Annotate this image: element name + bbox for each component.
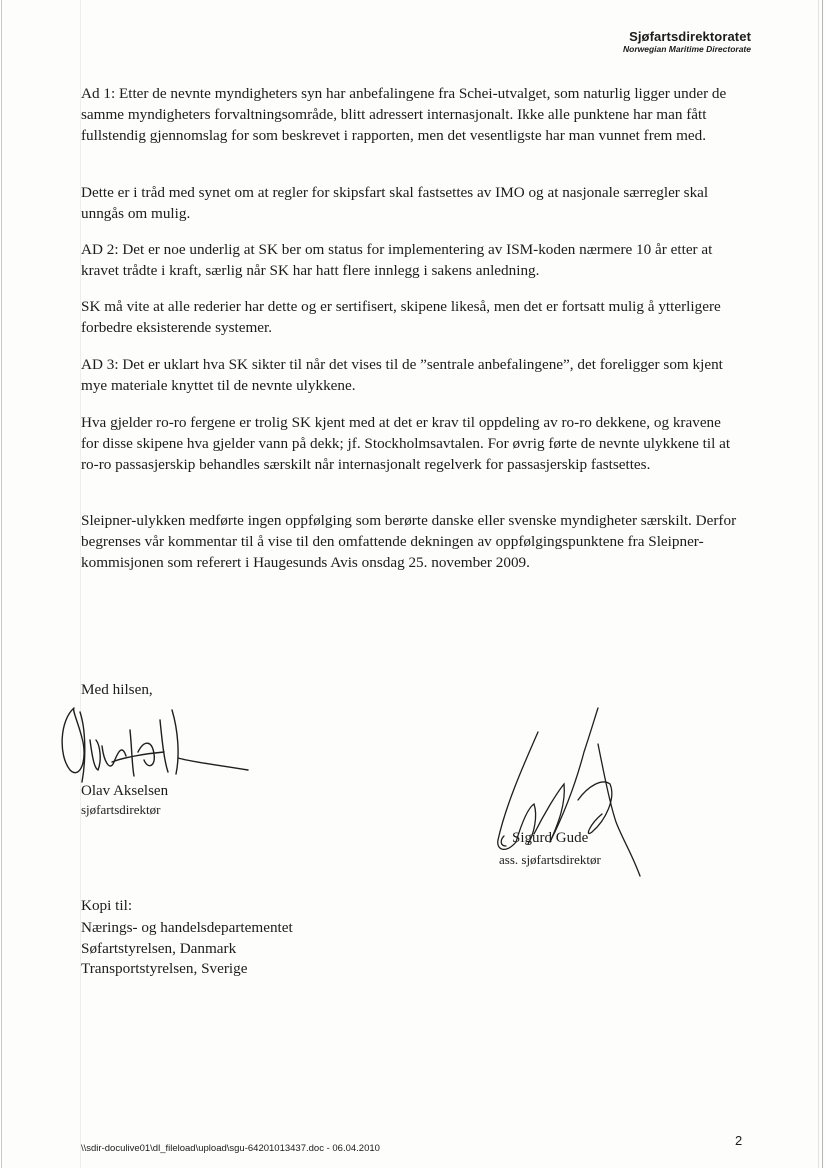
letterhead-org: Sjøfartsdirektoratet: [629, 29, 751, 44]
copy-heading: Kopi til:: [81, 897, 133, 914]
letterhead-subtitle: Norwegian Maritime Directorate: [622, 44, 751, 54]
scan-margin-line: [80, 0, 81, 1168]
scan-edge-left: [1, 0, 2, 1168]
closing-greeting: Med hilsen,: [81, 681, 153, 698]
copy-recipient-list: [81, 918, 293, 980]
copy-recipient: Transportstyrelsen, Sverige: [81, 960, 248, 977]
signer2-name: Sigurd Gude: [512, 830, 589, 846]
footer-file-path: \\sdir-doculive01\dl_fileload\upload\sgu-64201013437.doc - 06.04.2010: [81, 1143, 380, 1154]
paragraph-ad1: Ad 1: Etter de nevnte myndigheters syn har anbefalingene fra Schei-utvalget, som naturlig ligger under de samme myndigheters forvaltningsområde, blitt adressert internasjonalt. Ikke alle punktene har man fått fullstendig gjennomslag for som beskrevet i rapporten, men det vesentligste har man vunnet frem med.: [81, 85, 727, 144]
paragraph-ad2: AD 2: Det er noe underlig at SK ber om status for implementering av ISM-koden nærmere 10 år etter at kravet trådte i kraft, særlig når SK har hatt flere innlegg i sakens anledning.: [81, 241, 713, 279]
paragraph-ism: SK må vite at alle rederier har dette og er sertifisert, skipene likeså, men det er fortsatt mulig å ytterligere forbedre eksisterende systemer.: [81, 298, 721, 336]
signature-olav-akselsen: [52, 700, 262, 790]
letterhead: [623, 29, 751, 54]
signer1-name: Olav Akselsen: [81, 783, 169, 799]
paragraph-imo: Dette er i tråd med synet om at regler for skipsfart skal fastsettes av IMO og at nasjonale særregler skal unngås om mulig.: [81, 184, 709, 222]
paragraph-ad3: AD 3: Det er uklart hva SK sikter til når det vises til de ”sentrale anbefalingene”, det foreligger som kjent mye materiale knyttet til de nevnte ulykkene.: [81, 356, 723, 394]
paragraph-sleipner: Sleipner-ulykken medførte ingen oppfølging som berørte danske eller svenske myndigheter særskilt. Derfor begrenses vår kommentar til å vise til den omfattende dekningen av oppfølgingspunktene fra Sleipner-kommisjonen som referert i Haugesunds Avis onsdag 25. november 2009.: [81, 512, 737, 571]
scan-edge-right: [822, 0, 823, 1168]
signer1-title: sjøfartsdirektør: [81, 802, 161, 817]
paragraph-roro: Hva gjelder ro-ro fergene er trolig SK kjent med at det er krav til oppdeling av ro-ro dekkene, og kravene for disse skipene hva gjelder vann på dekk; jf. Stockholmsavtalen. For øvrig førte de nevnte ulykkene til at ro-ro passasjerskip behandles særskilt når internasjonalt regelverk for passasjerskip fastsettes.: [81, 414, 731, 473]
copy-recipient: Nærings- og handelsdepartementet: [81, 919, 293, 936]
signer2-title: ass. sjøfartsdirektør: [499, 852, 601, 867]
scan-edge-right-inner: [818, 0, 819, 1168]
page-number: 2: [735, 1133, 743, 1148]
copy-recipient: Søfartstyrelsen, Danmark: [81, 939, 237, 957]
